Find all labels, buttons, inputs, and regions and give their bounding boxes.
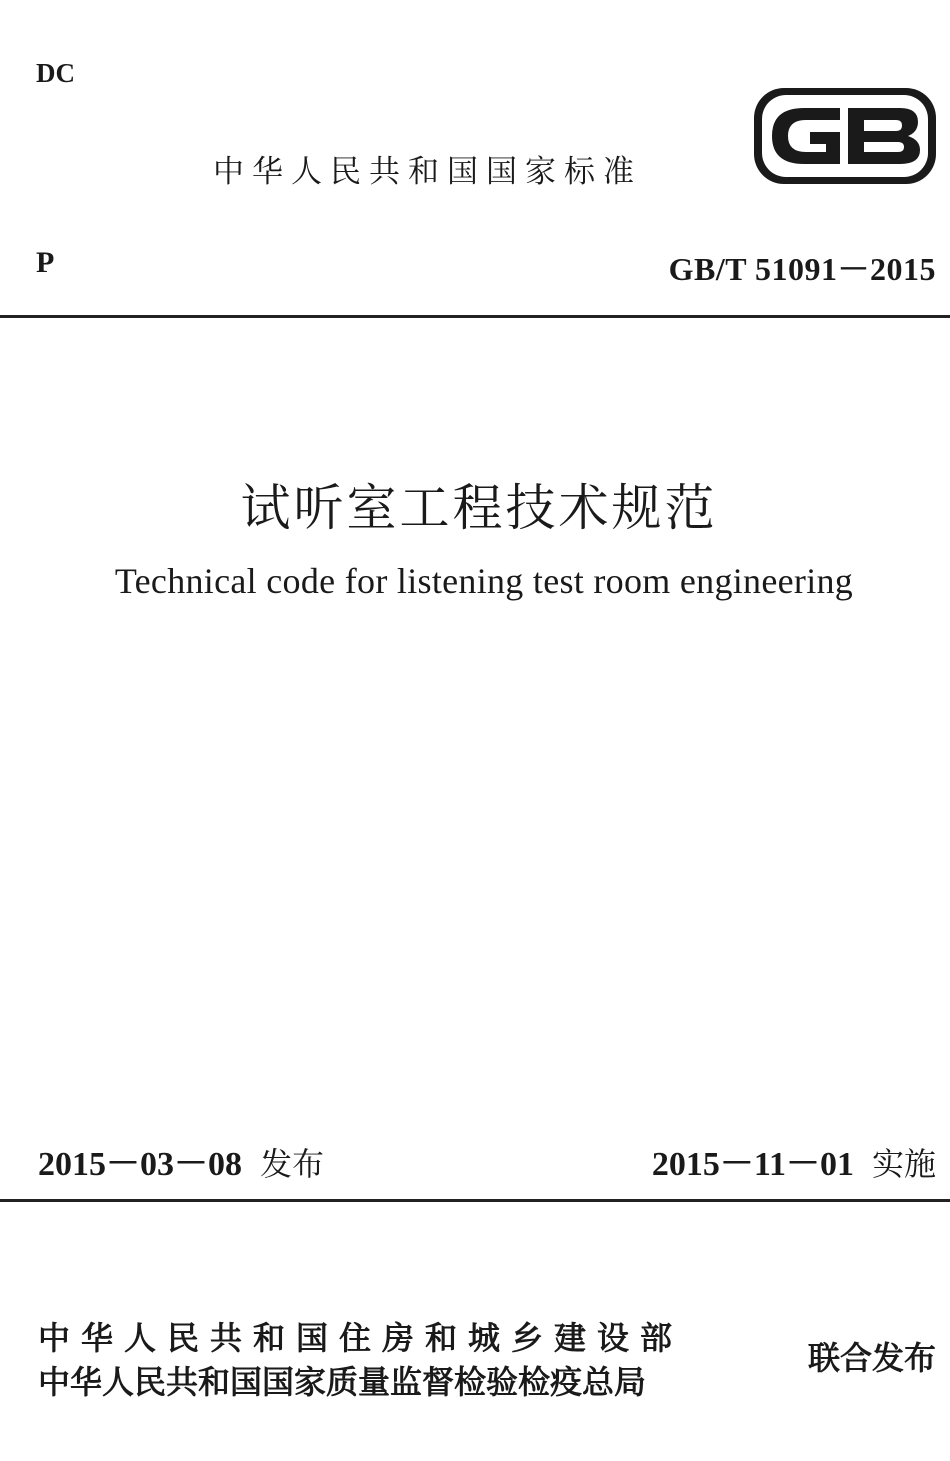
issue-label: 发布 xyxy=(260,1145,325,1183)
national-standard-heading: 中华人民共和国国家标准 xyxy=(213,154,642,190)
implement-label: 实施 xyxy=(871,1145,936,1183)
issuer-administration: 中华人民共和国国家质量监督检验检疫总局 xyxy=(38,1363,647,1401)
issuer-ministry: 中华人民共和国住房和城乡建设部 xyxy=(38,1319,684,1357)
title-chinese: 试听室工程技术规范 xyxy=(240,479,718,537)
joint-issue-label: 联合发布 xyxy=(807,1339,936,1377)
issue-date: 2015－03－08 xyxy=(38,1146,242,1183)
gb-logo-icon xyxy=(752,86,938,186)
standard-number: GB/T 51091－2015 xyxy=(668,251,936,287)
implement-date-block xyxy=(652,1136,936,1185)
header-divider xyxy=(0,315,950,318)
ccs-code: P xyxy=(36,246,55,279)
footer-divider xyxy=(0,1199,950,1202)
implement-date: 2015－11－01 xyxy=(651,1146,854,1183)
issue-date-block xyxy=(38,1136,324,1185)
udc-code: DC xyxy=(36,58,75,88)
title-english: Technical code for listening test room engineering xyxy=(114,561,854,601)
